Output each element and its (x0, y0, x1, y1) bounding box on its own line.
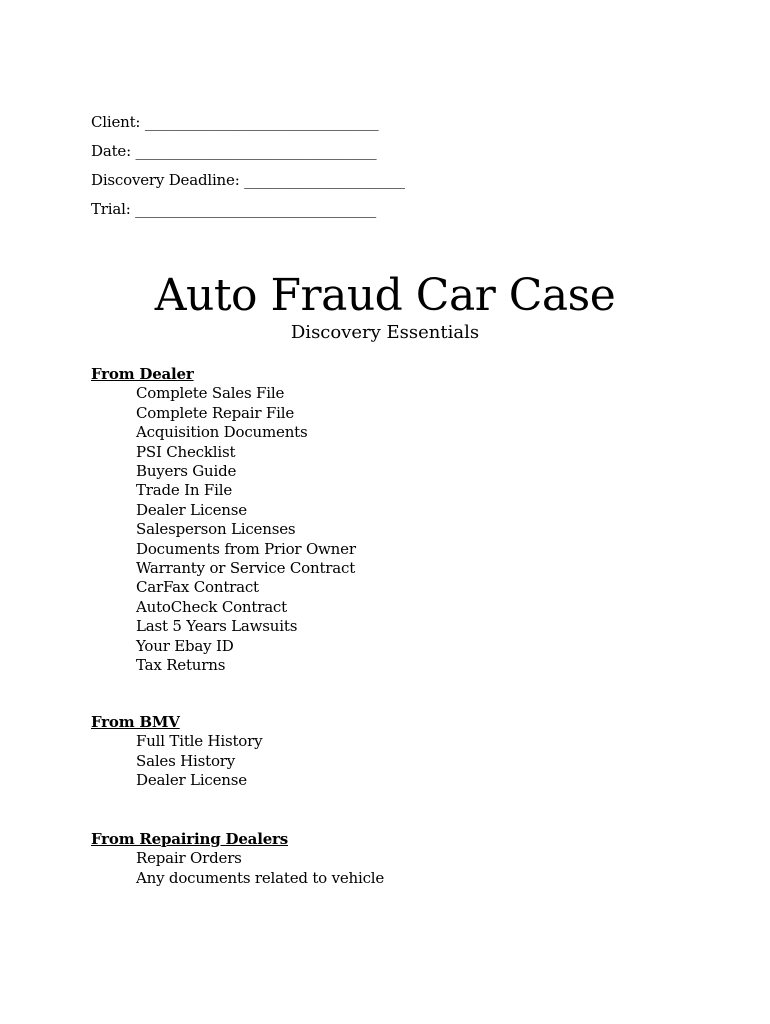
section-from-dealer (91, 365, 356, 676)
list-item: Warranty or Service Contract (136, 559, 356, 578)
list-item: Last 5 Years Lawsuits (136, 617, 298, 636)
list-item: Buyers Guide (136, 462, 237, 481)
trial-field (91, 195, 405, 224)
list-item: Repair Orders (136, 849, 242, 868)
date-label: Date: (91, 142, 131, 160)
section-list (91, 732, 262, 790)
list-item: AutoCheck Contract (136, 597, 287, 616)
list-item: Full Title History (136, 732, 263, 751)
page-title: Auto Fraud Car Case (154, 270, 616, 321)
list-item: Dealer License (136, 500, 247, 519)
list-item: Complete Repair File (136, 403, 295, 422)
list-item: Tax Returns (136, 656, 226, 675)
section-list (91, 384, 356, 675)
header-fields (91, 108, 405, 224)
list-item: Sales History (136, 751, 236, 770)
list-item: PSI Checklist (136, 442, 236, 461)
client-field (91, 108, 405, 137)
date-blank: _________________________________ (135, 142, 377, 160)
list-item: Documents from Prior Owner (136, 539, 356, 558)
list-item: Any documents related to vehicle (136, 868, 385, 887)
trial-blank: _________________________________ (135, 200, 377, 218)
list-item: CarFax Contract (136, 578, 259, 597)
page-subtitle: Discovery Essentials (290, 322, 480, 343)
list-item: Trade In File (136, 481, 232, 500)
list-item: Dealer License (136, 771, 247, 790)
date-field (91, 137, 405, 166)
section-heading: From Repairing Dealers (91, 830, 288, 848)
section-list (91, 849, 384, 888)
list-item: Your Ebay ID (136, 636, 234, 655)
section-heading: From Dealer (91, 365, 194, 383)
discovery-deadline-blank: ______________________ (244, 171, 405, 189)
list-item: Complete Sales File (136, 384, 285, 403)
discovery-deadline-field (91, 166, 405, 195)
list-item: Acquisition Documents (136, 423, 308, 442)
list-item: Salesperson Licenses (136, 520, 296, 539)
section-from-repairing-dealers (91, 830, 384, 888)
section-from-bmv (91, 713, 262, 791)
section-heading: From BMV (91, 713, 180, 731)
client-label: Client: (91, 113, 141, 131)
discovery-deadline-label: Discovery Deadline: (91, 171, 240, 189)
trial-label: Trial: (91, 200, 131, 218)
client-blank: ________________________________ (144, 113, 379, 131)
